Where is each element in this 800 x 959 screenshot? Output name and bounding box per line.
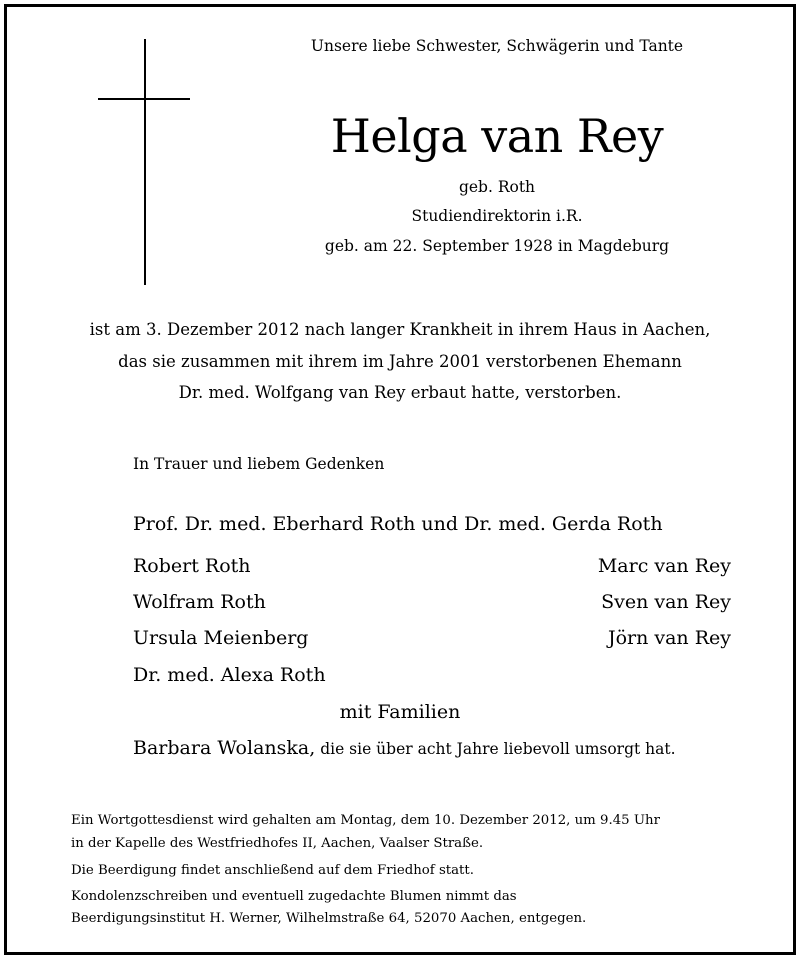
with-families: mit Familien <box>339 701 461 723</box>
family-member-left: Ursula Meienberg <box>133 627 309 649</box>
condolence-info-line-2: Beerdigungsinstitut H. Werner, Wilhelmstraße 64, 52070 Aachen, entgegen. <box>71 911 587 926</box>
birth-date-place: geb. am 22. September 1928 in Magdeburg <box>324 237 670 255</box>
obituary-notice <box>4 4 796 955</box>
family-member-right: Sven van Rey <box>601 591 731 613</box>
cross-horizontal-bar <box>98 98 190 100</box>
mourning-phrase: In Trauer und liebem Gedenken <box>133 455 385 473</box>
family-member-left: Dr. med. Alexa Roth <box>133 664 326 686</box>
family-member-left: Wolfram Roth <box>133 591 266 613</box>
professional-title: Studiendirektorin i.R. <box>411 207 583 225</box>
family-head: Prof. Dr. med. Eberhard Roth und Dr. med. Gerda Roth <box>133 513 663 535</box>
cross-vertical-bar <box>144 39 146 285</box>
caregiver-name: Barbara Wolanska, <box>133 737 316 759</box>
family-member-right: Jörn van Rey <box>607 627 731 649</box>
body-line-3: Dr. med. Wolfgang van Rey erbaut hatte, verstorben. <box>178 383 622 402</box>
caregiver-line <box>133 737 676 759</box>
burial-info: Die Beerdigung findet anschließend auf dem Friedhof statt. <box>71 863 474 878</box>
body-line-1: ist am 3. Dezember 2012 nach langer Krankheit in ihrem Haus in Aachen, <box>89 320 711 339</box>
deceased-name: Helga van Rey <box>330 109 664 163</box>
body-line-2: das sie zusammen mit ihrem im Jahre 2001 verstorbenen Ehemann <box>118 352 682 371</box>
family-member-right: Marc van Rey <box>597 555 731 577</box>
caregiver-note: die sie über acht Jahre liebevoll umsorgt hat. <box>315 740 676 758</box>
condolence-info-line-1: Kondolenzschreiben und eventuell zugedachte Blumen nimmt das <box>71 889 517 904</box>
service-info-line-1: Ein Wortgottesdienst wird gehalten am Montag, dem 10. Dezember 2012, um 9.45 Uhr <box>71 813 660 828</box>
birth-name: geb. Roth <box>458 178 536 196</box>
intro-text: Unsere liebe Schwester, Schwägerin und Tante <box>310 37 684 55</box>
service-info-line-2: in der Kapelle des Westfriedhofes II, Aachen, Vaalser Straße. <box>71 836 484 851</box>
family-member-left: Robert Roth <box>133 555 251 577</box>
